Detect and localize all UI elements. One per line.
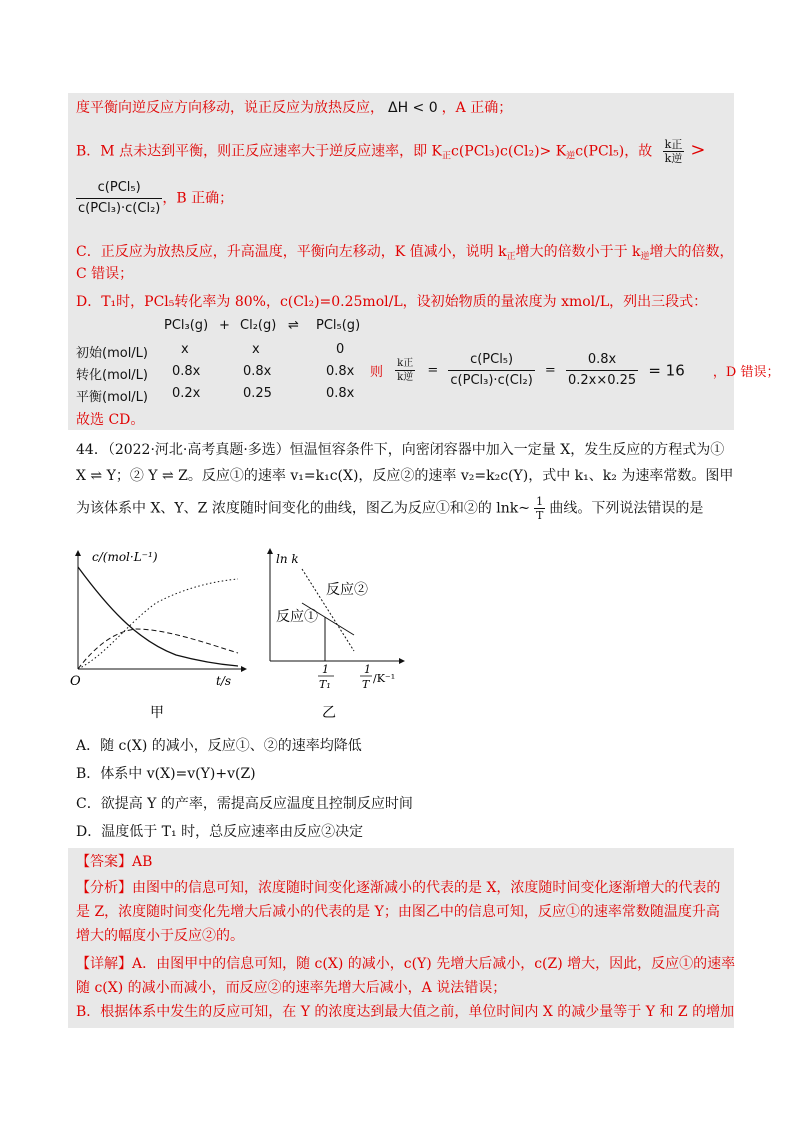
- option-b: B．体系中 v(X)=v(Y)+v(Z): [76, 766, 256, 782]
- table-head-pcl3: PCl₃(g): [164, 318, 209, 333]
- origin-label: O: [70, 674, 81, 689]
- table-row-label: 初始(mol/L): [76, 346, 148, 361]
- ylabel: ln k: [276, 552, 299, 566]
- prev-option-c: C．正反应为放热反应，升高温度，平衡向左移动，K 值减小，说明 $k_正$增大的倍数小于于 $k_逆$增大的倍数，: [76, 244, 734, 262]
- curve-z: [78, 579, 238, 669]
- answer: 【答案】AB: [76, 854, 153, 870]
- prev-option-d: D．T₁时，PCl₅转化率为 80%，c(Cl₂)=0.25mol/L，设初始物质的量浓度为 xmol/L，列出三段式：: [76, 294, 708, 310]
- table-head-pcl5: PCl₅(g): [316, 318, 361, 333]
- prev-option-c-end: C 错误；: [76, 266, 134, 282]
- t1-tick-num: 1: [322, 663, 329, 676]
- concentration-fraction: $\frac{\text{c(PCl₅)}}{\text{c(PCl₃)·c(Cl₂)}}$: [78, 180, 161, 216]
- table-cell: 0.8x: [172, 364, 201, 379]
- table-cell: 0.25: [243, 386, 272, 401]
- table-cell: 0.8x: [326, 364, 355, 379]
- table-row-label: 平衡(mol/L): [76, 390, 148, 405]
- xlabel-unit: /K⁻¹: [373, 672, 396, 685]
- table-cell: 0: [336, 342, 345, 357]
- analysis-line: 增大的幅度小于反应②的。: [76, 928, 244, 944]
- table-head-arrow: ⇌: [288, 318, 299, 333]
- ylabel: c/(mol·L⁻¹): [92, 550, 158, 564]
- detail-line: 随 c(X) 的减小而减小，而反应②的速率先增大后减小，A 说法错误；: [76, 980, 507, 996]
- analysis-line: 【分析】由图中的信息可知，浓度随时间变化逐渐减小的代表的是 X，浓度随时间变化逐渐增大的代表的: [76, 880, 721, 896]
- detail-line: 【详解】A．由图甲中的信息可知，随 c(X) 的减小，c(Y) 先增大后减小，c(Z) 增大，因此，反应①的速率: [76, 956, 736, 972]
- one-over-t-fraction: $\frac{1}{T}$: [536, 495, 544, 522]
- table-row-label: 转化(mol/L): [76, 368, 148, 383]
- prev-option-b: B．M 点未达到平衡，则正反应速率大于逆反应速率，即 $K_正c(PCl_3)c(Cl_2)> K_逆c(PCl_5)$，故 $\frac{\text{k正}}{\text{k逆}}$ >: [76, 138, 706, 165]
- caption-jia: 甲: [150, 705, 164, 721]
- xlabel-num: 1: [364, 663, 371, 676]
- prev-line1: 度平衡向逆反应方向移动，说正反应为放热反应， ΔH < 0 ，A 正确；: [76, 100, 513, 116]
- table-cell: 0.8x: [326, 386, 355, 401]
- prev-conclusion: 故选 CD。: [76, 412, 145, 428]
- option-a: A．随 c(X) 的减小，反应①、②的速率均降低: [76, 738, 362, 754]
- table-head-cl2: Cl₂(g): [240, 318, 277, 333]
- q44-line3: 为该体系中 X、Y、Z 浓度随时间变化的曲线，图乙为反应①和②的 lnk~ $\frac{1}{T}$ 曲线。下列说法错误的是: [76, 495, 704, 522]
- table-cell: x: [252, 342, 260, 357]
- table-head-plus: +: [219, 318, 230, 333]
- analysis-line: 是 Z，浓度随时间变化先增大后减小的代表的是 Y；由图乙中的信息可知，反应①的速率常数随温度升高: [76, 904, 720, 920]
- t1-tick-den: T₁: [319, 678, 331, 691]
- figure-yi: [262, 545, 422, 725]
- figure-jia: [66, 545, 256, 725]
- option-c: C．欲提高 Y 的产率，需提高反应温度且控制反应时间: [76, 796, 413, 812]
- q44-line2: X ⇌ Y；② Y ⇌ Z。反应①的速率 v₁=k₁c(X)，反应②的速率 v₂=k₂c(Y)，式中 k₁、k₂ 为速率常数。图甲: [76, 468, 734, 484]
- table-cell: x: [181, 342, 189, 357]
- xlabel: t/s: [216, 674, 232, 688]
- detail-line: B．根据体系中发生的反应可知，在 Y 的浓度达到最大值之前，单位时间内 X 的减少量等于 Y 和 Z 的增加: [76, 1004, 735, 1020]
- eq-value-fraction: $\frac{0.8x}{0.2x\times 0.25}$: [567, 352, 637, 388]
- option-d: D．温度低于 T₁ 时，总反应速率由反应②决定: [76, 824, 364, 840]
- k-ratio-fraction: $\frac{\text{k正}}{\text{k逆}}$: [664, 138, 683, 165]
- three-stage-table: [76, 318, 376, 408]
- curve-x: [78, 567, 238, 666]
- label-reaction-1: 反应①: [276, 609, 318, 625]
- rate-constant-equation: 则 $\frac{\text{k正}}{\text{k逆}}$ = $\frac{\text{c(PCl₅)}}{\text{c(PCl₃)·c(Cl₂)}}$ = $\frac{0.8x}{0.2x\times 0.25}$ = 16 ，D 错误；: [370, 350, 779, 391]
- table-cell: 0.8x: [243, 364, 272, 379]
- q44-line1: 44．（2022·河北·高考真题·多选）恒温恒容条件下，向密闭容器中加入一定量 X，发生反应的方程式为①: [76, 442, 725, 458]
- prev-option-b-fraction: $\frac{\text{c(PCl₅)}}{\text{c(PCl₃)·c(Cl₂)}}$ ，B 正确；: [76, 178, 233, 219]
- table-cell: 0.2x: [172, 386, 201, 401]
- caption-yi: 乙: [322, 705, 336, 721]
- eq-k-fraction: $\frac{\text{k正}}{\text{k逆}}$: [397, 358, 414, 383]
- eq-c-fraction: $\frac{\text{c(PCl₅)}}{\text{c(PCl₃)·c(Cl₂)}}$: [450, 352, 533, 388]
- xlabel-den: T: [362, 678, 370, 691]
- label-reaction-2: 反应②: [326, 582, 368, 598]
